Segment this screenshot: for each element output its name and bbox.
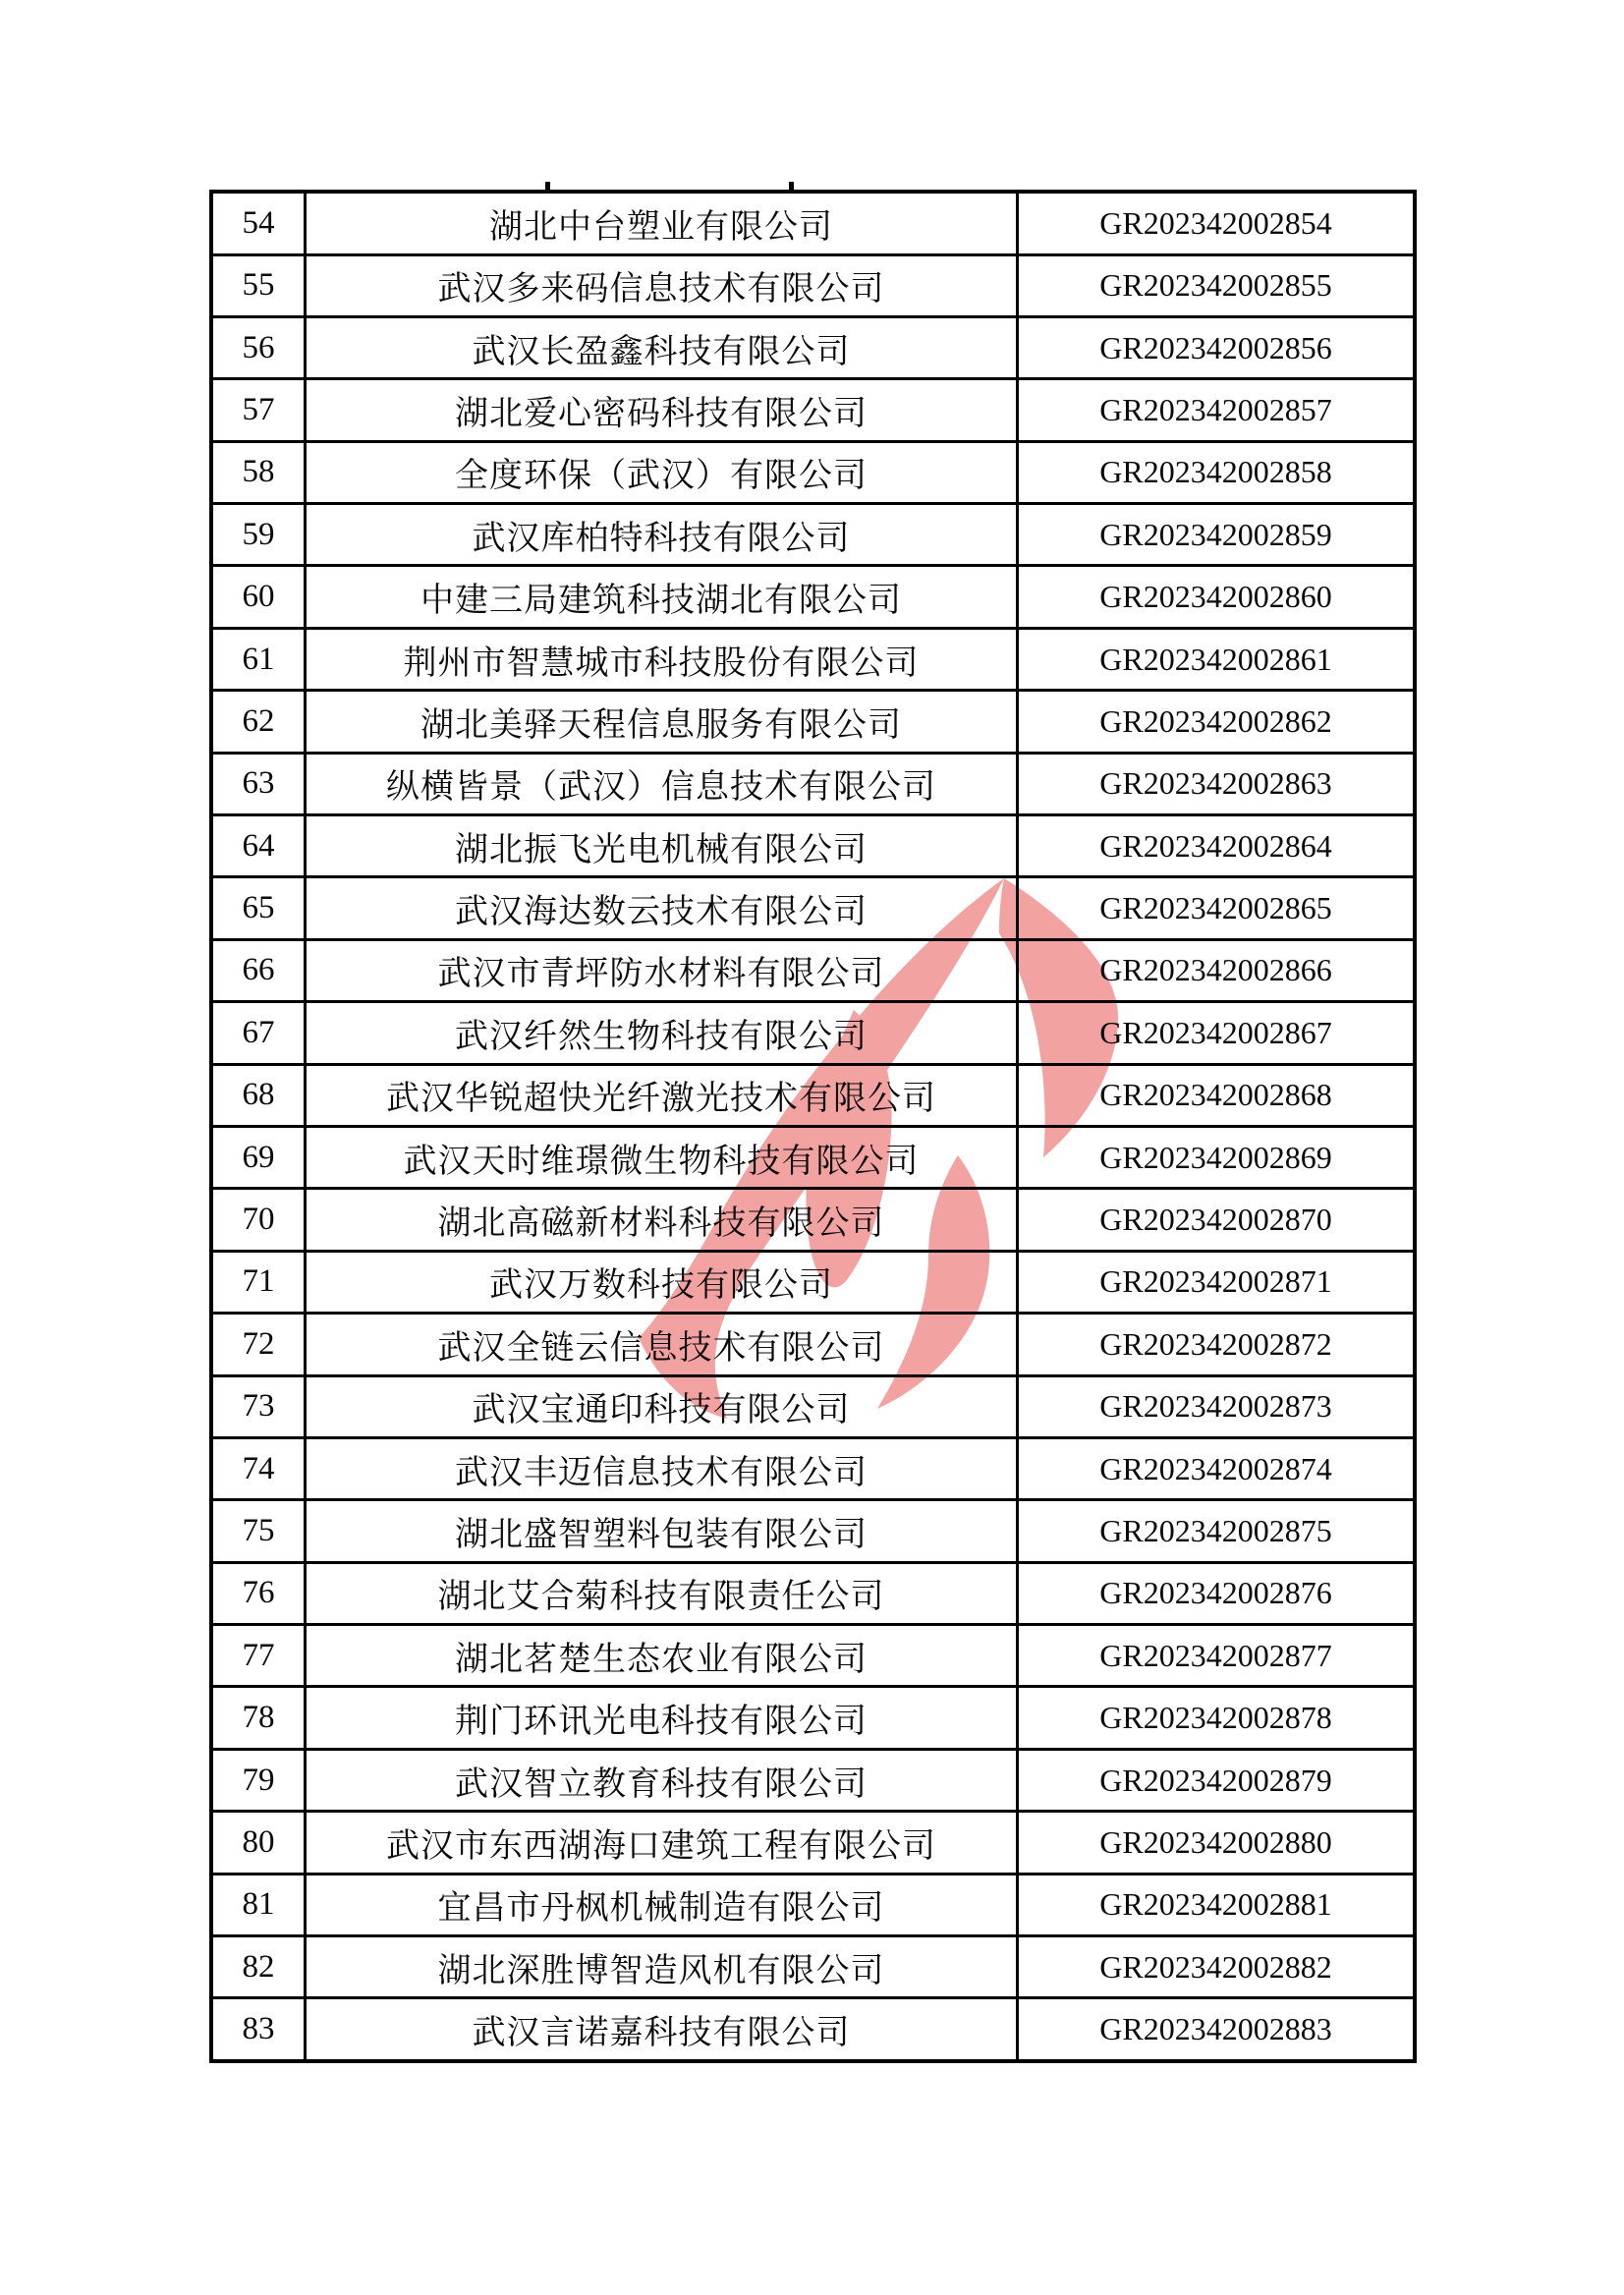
company-name-cell: 荆州市智慧城市科技股份有限公司 [306, 628, 1018, 690]
company-name-cell: 武汉天时维璟微生物科技有限公司 [306, 1126, 1018, 1188]
certificate-number-cell: GR202342002872 [1018, 1314, 1416, 1375]
row-number-cell: 77 [211, 1625, 306, 1687]
company-name-cell: 全度环保（武汉）有限公司 [306, 441, 1018, 503]
table-row [211, 192, 1415, 254]
row-number-cell: 69 [211, 1126, 306, 1188]
certificate-number-cell: GR202342002880 [1018, 1812, 1416, 1874]
table-row [211, 939, 1415, 1001]
certificate-number-cell: GR202342002869 [1018, 1126, 1416, 1188]
company-name-cell: 纵横皆景（武汉）信息技术有限公司 [306, 753, 1018, 814]
company-name-cell: 湖北中台塑业有限公司 [306, 192, 1018, 254]
company-name-cell: 宜昌市丹枫机械制造有限公司 [306, 1874, 1018, 1935]
certificate-number-cell: GR202342002878 [1018, 1687, 1416, 1749]
table-row [211, 1874, 1415, 1935]
company-name-cell: 武汉智立教育科技有限公司 [306, 1749, 1018, 1811]
company-certificate-table [209, 190, 1417, 2063]
certificate-number-cell: GR202342002859 [1018, 504, 1416, 566]
table-row [211, 1189, 1415, 1251]
certificate-number-cell: GR202342002877 [1018, 1625, 1416, 1687]
table-row [211, 1812, 1415, 1874]
company-name-cell: 湖北深胜博智造风机有限公司 [306, 1936, 1018, 1998]
table-row [211, 1749, 1415, 1811]
certificate-number-cell: GR202342002858 [1018, 441, 1416, 503]
table-row [211, 877, 1415, 939]
table-row [211, 379, 1415, 441]
certificate-number-cell: GR202342002864 [1018, 815, 1416, 877]
company-name-cell: 湖北爱心密码科技有限公司 [306, 379, 1018, 441]
certificate-number-cell: GR202342002883 [1018, 1998, 1416, 2061]
row-number-cell: 67 [211, 1002, 306, 1064]
certificate-number-cell: GR202342002866 [1018, 939, 1416, 1001]
row-number-cell: 60 [211, 566, 306, 628]
table-row [211, 1126, 1415, 1188]
certificate-number-cell: GR202342002882 [1018, 1936, 1416, 1998]
table-row [211, 1562, 1415, 1624]
row-number-cell: 79 [211, 1749, 306, 1811]
table-row [211, 691, 1415, 753]
row-number-cell: 74 [211, 1437, 306, 1499]
certificate-number-cell: GR202342002873 [1018, 1375, 1416, 1437]
row-number-cell: 61 [211, 628, 306, 690]
certificate-number-cell: GR202342002855 [1018, 254, 1416, 316]
row-number-cell: 65 [211, 877, 306, 939]
certificate-number-cell: GR202342002876 [1018, 1562, 1416, 1624]
company-name-cell: 荆门环讯光电科技有限公司 [306, 1687, 1018, 1749]
company-name-cell: 湖北美驿天程信息服务有限公司 [306, 691, 1018, 753]
table-row [211, 815, 1415, 877]
certificate-number-cell: GR202342002867 [1018, 1002, 1416, 1064]
company-name-cell: 武汉纤然生物科技有限公司 [306, 1002, 1018, 1064]
company-name-cell: 中建三局建筑科技湖北有限公司 [306, 566, 1018, 628]
certificate-number-cell: GR202342002875 [1018, 1500, 1416, 1562]
company-name-cell: 湖北高磁新材料科技有限公司 [306, 1189, 1018, 1251]
table-row [211, 1251, 1415, 1313]
company-name-cell: 武汉宝通印科技有限公司 [306, 1375, 1018, 1437]
table-row [211, 1936, 1415, 1998]
table-row [211, 1500, 1415, 1562]
certificate-number-cell: GR202342002870 [1018, 1189, 1416, 1251]
company-name-cell: 湖北茗楚生态农业有限公司 [306, 1625, 1018, 1687]
company-name-cell: 武汉多来码信息技术有限公司 [306, 254, 1018, 316]
row-number-cell: 81 [211, 1874, 306, 1935]
row-number-cell: 54 [211, 192, 306, 254]
certificate-number-cell: GR202342002881 [1018, 1874, 1416, 1935]
certificate-number-cell: GR202342002863 [1018, 753, 1416, 814]
row-number-cell: 75 [211, 1500, 306, 1562]
row-number-cell: 83 [211, 1998, 306, 2061]
row-number-cell: 62 [211, 691, 306, 753]
company-name-cell: 武汉海达数云技术有限公司 [306, 877, 1018, 939]
row-number-cell: 73 [211, 1375, 306, 1437]
row-number-cell: 72 [211, 1314, 306, 1375]
table-row [211, 441, 1415, 503]
row-number-cell: 78 [211, 1687, 306, 1749]
certificate-number-cell: GR202342002874 [1018, 1437, 1416, 1499]
table-row [211, 254, 1415, 316]
company-table-body [211, 192, 1415, 2061]
certificate-number-cell: GR202342002879 [1018, 1749, 1416, 1811]
certificate-number-cell: GR202342002857 [1018, 379, 1416, 441]
row-number-cell: 71 [211, 1251, 306, 1313]
row-number-cell: 59 [211, 504, 306, 566]
row-number-cell: 76 [211, 1562, 306, 1624]
table-row [211, 1625, 1415, 1687]
table-row [211, 753, 1415, 814]
row-number-cell: 63 [211, 753, 306, 814]
certificate-number-cell: GR202342002865 [1018, 877, 1416, 939]
table-row [211, 1437, 1415, 1499]
company-name-cell: 武汉市东西湖海口建筑工程有限公司 [306, 1812, 1018, 1874]
row-number-cell: 70 [211, 1189, 306, 1251]
certificate-number-cell: GR202342002861 [1018, 628, 1416, 690]
certificate-number-cell: GR202342002856 [1018, 316, 1416, 378]
company-name-cell: 湖北盛智塑料包装有限公司 [306, 1500, 1018, 1562]
table-row [211, 1002, 1415, 1064]
row-number-cell: 66 [211, 939, 306, 1001]
table-row [211, 316, 1415, 378]
table-row [211, 1314, 1415, 1375]
table-row [211, 628, 1415, 690]
table-row [211, 566, 1415, 628]
company-name-cell: 湖北振飞光电机械有限公司 [306, 815, 1018, 877]
row-number-cell: 58 [211, 441, 306, 503]
row-number-cell: 80 [211, 1812, 306, 1874]
company-name-cell: 武汉全链云信息技术有限公司 [306, 1314, 1018, 1375]
certificate-number-cell: GR202342002862 [1018, 691, 1416, 753]
company-name-cell: 武汉言诺嘉科技有限公司 [306, 1998, 1018, 2061]
row-number-cell: 64 [211, 815, 306, 877]
company-name-cell: 武汉丰迈信息技术有限公司 [306, 1437, 1018, 1499]
row-number-cell: 56 [211, 316, 306, 378]
row-number-cell: 82 [211, 1936, 306, 1998]
row-number-cell: 57 [211, 379, 306, 441]
certificate-number-cell: GR202342002860 [1018, 566, 1416, 628]
row-number-cell: 68 [211, 1064, 306, 1126]
company-name-cell: 湖北艾合菊科技有限责任公司 [306, 1562, 1018, 1624]
company-name-cell: 武汉市青坪防水材料有限公司 [306, 939, 1018, 1001]
company-name-cell: 武汉库柏特科技有限公司 [306, 504, 1018, 566]
table-row [211, 1998, 1415, 2061]
certificate-number-cell: GR202342002871 [1018, 1251, 1416, 1313]
table-row [211, 504, 1415, 566]
table-row [211, 1375, 1415, 1437]
company-name-cell: 武汉万数科技有限公司 [306, 1251, 1018, 1313]
certificate-number-cell: GR202342002854 [1018, 192, 1416, 254]
table-row [211, 1064, 1415, 1126]
company-name-cell: 武汉华锐超快光纤激光技术有限公司 [306, 1064, 1018, 1126]
certificate-number-cell: GR202342002868 [1018, 1064, 1416, 1126]
company-name-cell: 武汉长盈鑫科技有限公司 [306, 316, 1018, 378]
table-row [211, 1687, 1415, 1749]
row-number-cell: 55 [211, 254, 306, 316]
